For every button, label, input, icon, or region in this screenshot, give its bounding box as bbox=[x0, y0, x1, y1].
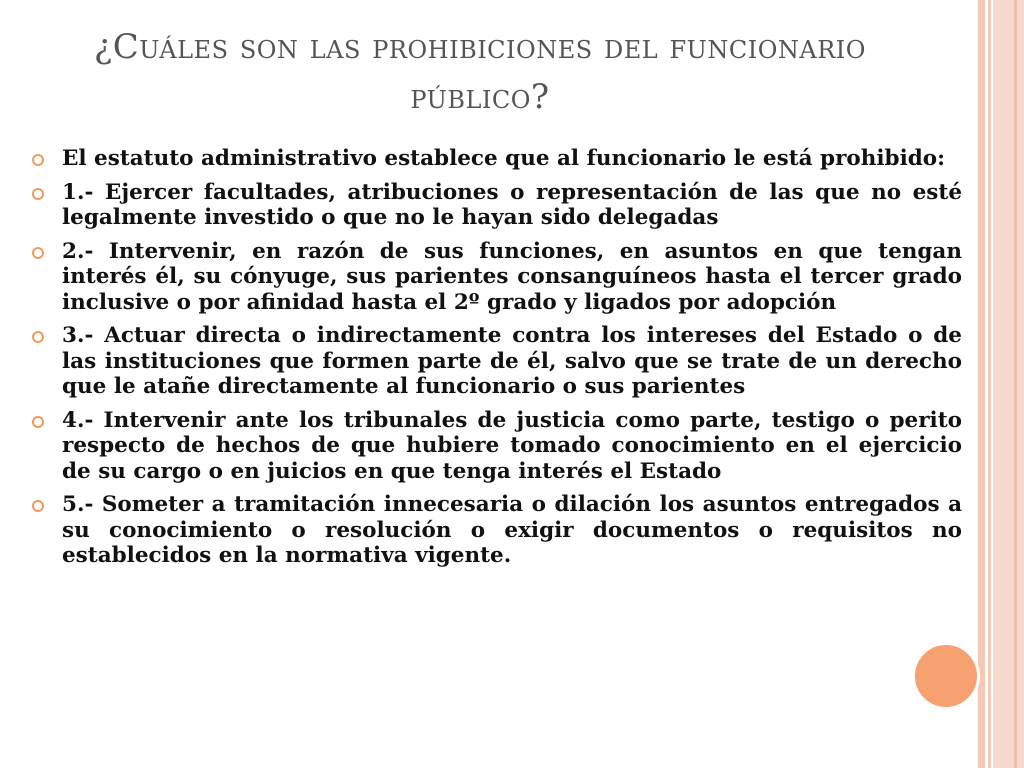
decorative-stripe bbox=[978, 0, 985, 768]
bullet-circle-icon bbox=[32, 154, 44, 166]
bullet-text: El estatuto administrativo establece que al funcionario le está prohibido: bbox=[62, 146, 946, 171]
bullet-circle-icon bbox=[32, 416, 44, 428]
bullet-item bbox=[30, 323, 962, 400]
bullet-text: 4.- Intervenir ante los tribunales de justicia como parte, testigo o perito respecto de hechos de que hubiere tomado conocimiento en el ejercicio de su cargo o en juicios en que tenga interés el Estado bbox=[62, 407, 962, 484]
bullet-list bbox=[30, 146, 962, 577]
bullet-item bbox=[30, 146, 962, 172]
bullet-circle-icon bbox=[32, 331, 44, 343]
bullet-item bbox=[30, 408, 962, 485]
bullet-text: 1.- Ejercer facultades, atribuciones o representación de las que no esté legalmente investido o que no le hayan sido delegadas bbox=[62, 179, 962, 230]
bullet-text: 3.- Actuar directa o indirectamente contra los intereses del Estado o de las instituciones que formen parte de él, salvo que se trate de un derecho que le atañe directamente al funcionario o sus parientes bbox=[62, 323, 962, 399]
bullet-item bbox=[30, 492, 962, 569]
decorative-stripe bbox=[1014, 0, 1017, 768]
bullet-circle-icon bbox=[32, 188, 44, 200]
decorative-stripe bbox=[988, 0, 991, 768]
bullet-item bbox=[30, 239, 962, 316]
slide-title: ¿Cuáles son las prohibiciones del funcionario público? bbox=[94, 27, 866, 117]
bullet-circle-icon bbox=[32, 500, 44, 512]
bullet-text: 2.- Intervenir, en razón de sus funciones, en asuntos en que tengan interés él, su cónyuge, sus parientes consanguíneos hasta el tercer grado inclusive o por afinidad hasta el 2º grado y ligados por adopción bbox=[62, 238, 962, 315]
bullet-circle-icon bbox=[32, 247, 44, 259]
decorative-circle-icon bbox=[912, 642, 980, 710]
decorative-stripe bbox=[993, 0, 1024, 768]
bullet-text: 5.- Someter a tramitación innecesaria o dilación los asuntos entregados a su conocimiento o resolución o exigir documentos o requisitos no establecidos en la normativa vigente. bbox=[62, 492, 962, 568]
bullet-item bbox=[30, 180, 962, 231]
